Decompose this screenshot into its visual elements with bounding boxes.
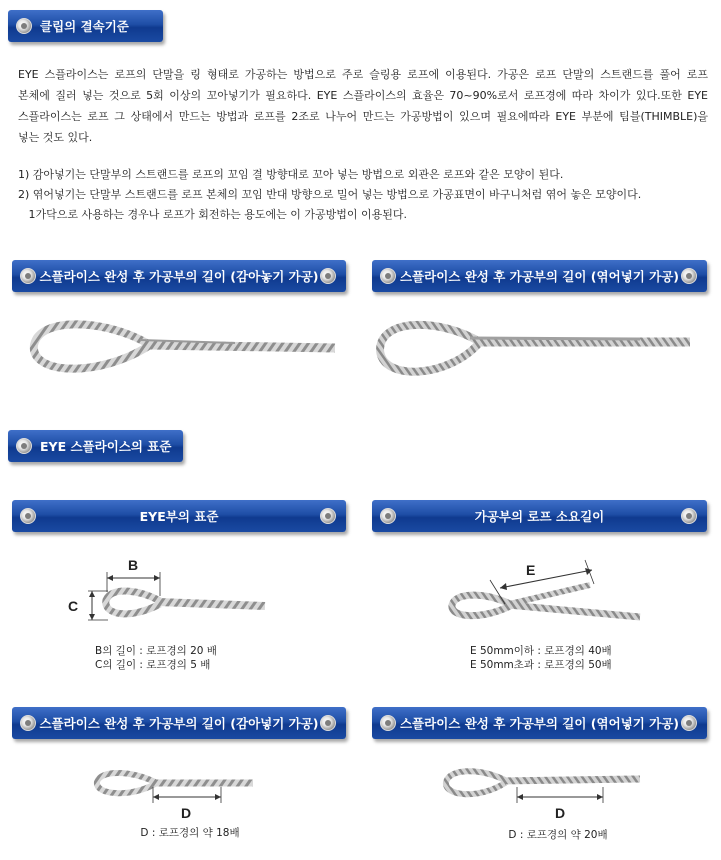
- bullet-icon: [20, 508, 36, 524]
- caption-line-under-50: E 50mm이하 : 로프경의 40배: [470, 645, 612, 657]
- panel-title: 스플라이스 완성 후 가공부의 길이 (감아넣기 가공): [39, 716, 319, 731]
- bullet-icon: [20, 715, 36, 731]
- panel-title: 스플라이스 완성 후 가공부의 길이 (감아놓기 가공): [39, 269, 319, 284]
- bullet-icon: [380, 715, 396, 731]
- intro-line: 넣는 것도 있다.: [18, 131, 93, 144]
- panel-header-eye-standard: [12, 500, 346, 532]
- panel-header-bottom-left: [12, 707, 346, 739]
- intro-line: EYE 스플라이스는 로프의 단말을 링 형태로 가공하는 방법으로 주로 슬링용 로프에 이용된다. 가공은 로프 단말의 스트랜드를 풀어 로프: [18, 68, 708, 81]
- section-title: 클립의 결속기준: [40, 19, 129, 34]
- label-b: B: [128, 557, 139, 573]
- eye-caption: [95, 644, 265, 672]
- bottom-left-caption: D : 로프경의 약 18배: [140, 827, 240, 839]
- panel-header-bottom-right: [372, 707, 707, 739]
- bullet-icon: [16, 438, 32, 454]
- panel-title: 스플라이스 완성 후 가공부의 길이 (엮어넣기 가공): [399, 716, 680, 731]
- rope-wrapped-splice: [34, 324, 335, 368]
- bullet-icon: [320, 715, 336, 731]
- panel-title: 가공부의 로프 소요길이: [474, 509, 605, 524]
- rope-eye-diagram: [106, 591, 265, 614]
- label-c: C: [68, 598, 79, 614]
- list-item: 1) 감아넣기는 단말부의 스트랜드를 로프의 꼬임 결 방향대로 꼬아 넣는 방법으로 외관은 로프와 같은 모양이 된다.: [18, 168, 564, 181]
- list-item: 2) 엮어넣기는 단말부 스트랜드를 로프 본체의 꼬임 반대 방향으로 밀어 넣는 방법으로 가공표면이 바구니처럼 엮어 놓은 모양이다.: [18, 188, 642, 201]
- bullet-icon: [320, 508, 336, 524]
- label-d: D: [181, 805, 192, 821]
- rope-length-diagram: [452, 585, 640, 617]
- section-header-eye: [8, 430, 183, 462]
- label-d: D: [555, 805, 566, 821]
- rope-woven-measure: [446, 771, 640, 794]
- intro-line: 스플라이스는 로프 그 상태에서 만드는 방법과 로프를 2조로 나누어 만드는 가공방법이 있으며 필요에따라 EYE 부분에 팀블(THIMBLE)을: [18, 110, 708, 123]
- panel-title: EYE부의 표준: [139, 509, 219, 524]
- intro-line: 본체에 질러 넣는 것으로 5회 이상의 꼬아넣기가 필요하다. EYE 스플라이스의 효율은 70~90%로서 로프경에 따라 차이가 있다.또한 EYE: [18, 89, 708, 102]
- caption-line-c: C의 길이 : 로프경의 5 배: [95, 659, 211, 671]
- panel-header-rope-length: [372, 500, 707, 532]
- caption-line-over-50: E 50mm초과 : 로프경의 50배: [470, 659, 612, 671]
- dimension-d-right: [517, 787, 603, 803]
- list-item: 1가닥으로 사용하는 경우나 로프가 회전하는 용도에는 이 가공방법이 이용된다.: [18, 208, 407, 221]
- bottom-right-caption: D : 로프경의 약 20배: [508, 829, 608, 841]
- length-caption: [470, 644, 650, 672]
- panel-title: 스플라이스 완성 후 가공부의 길이 (엮어넣기 가공): [399, 269, 680, 284]
- label-e: E: [526, 562, 536, 578]
- caption-line-b: B의 길이 : 로프경의 20 배: [95, 645, 217, 657]
- bullet-icon: [380, 508, 396, 524]
- section-title: EYE 스플라이스의 표준: [40, 439, 172, 454]
- rope-wrapped-measure: [97, 773, 253, 793]
- dimension-d-left: [153, 787, 221, 803]
- bullet-icon: [681, 508, 697, 524]
- rope-woven-splice: [380, 325, 690, 372]
- bullet-icon: [681, 715, 697, 731]
